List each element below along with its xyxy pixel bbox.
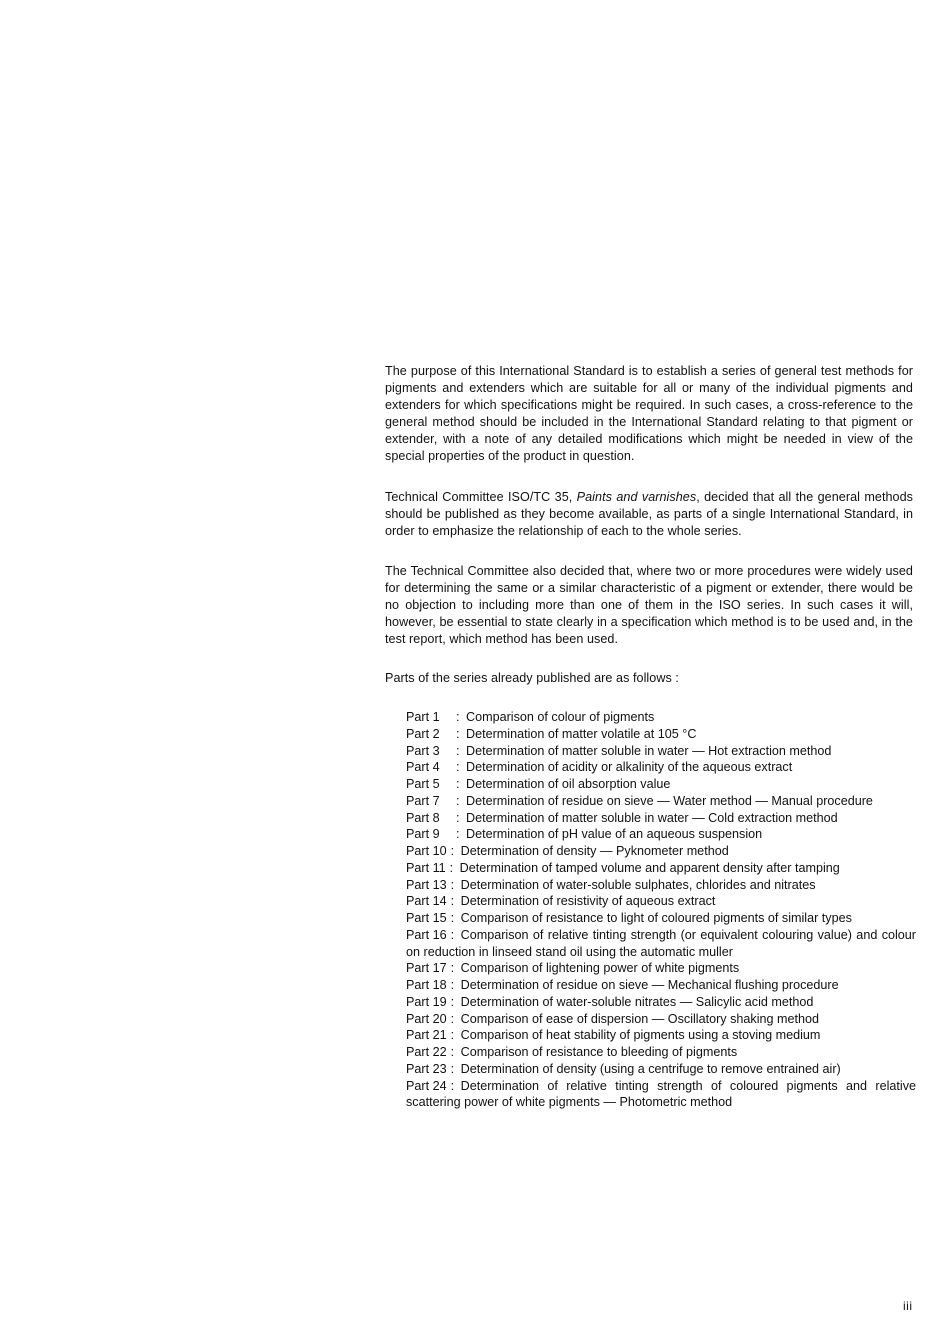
part-separator: : [456, 777, 460, 791]
part-item [406, 743, 916, 760]
part-separator: : [450, 1078, 455, 1093]
part-separator: : [456, 743, 460, 758]
part-separator: : [456, 726, 460, 741]
part-label: Part 24 [406, 1078, 447, 1093]
committee-paragraph [385, 489, 913, 540]
part-separator: : [456, 827, 460, 842]
part-separator: : [450, 1028, 455, 1043]
part-separator: : [450, 927, 455, 942]
part-title: Determination of relative tinting strength of coloured pigments and relative scattering power of white pigments — Photometric method [406, 1078, 916, 1110]
part-title: Comparison of resistance to light of coloured pigments of similar types [460, 911, 852, 925]
part-separator: : [456, 793, 460, 808]
part-item [406, 826, 916, 843]
procedures-paragraph: The Technical Committee also decided that, where two or more procedures were widely used for determining the same or a similar characteristic of a pigment or extender, there would be no objection to including more than one of them in the ISO series. In such cases it will, however, be essential to state clearly in a specification which method is to be used and, in the test report, which method has been used. [385, 564, 913, 646]
part-item [406, 709, 916, 726]
part-title: Determination of oil absorption value [466, 777, 671, 791]
part-title: Determination of matter volatile at 105 °C [466, 726, 697, 741]
part-label: Part 17 [406, 961, 447, 976]
part-separator: : [456, 710, 460, 724]
part-item [406, 877, 916, 894]
part-label: Part 22 [406, 1045, 447, 1059]
part-label: Part 9 [406, 827, 440, 842]
part-label: Part 20 [406, 1011, 447, 1026]
part-label: Part 11 [406, 860, 446, 875]
part-label: Part 13 [406, 877, 447, 892]
part-title: Comparison of relative tinting strength (or equivalent colouring value) and colour on reduction in linseed stand oil using the automatic muller [406, 927, 916, 959]
part-separator: : [450, 994, 455, 1009]
part-title: Determination of residue on sieve — Mechanical flushing procedure [460, 978, 839, 992]
part-title: Determination of tamped volume and apparent density after tamping [459, 860, 840, 875]
foreword-body [385, 363, 916, 1111]
part-separator: : [449, 860, 454, 875]
part-label: Part 14 [406, 894, 447, 909]
part-item [406, 994, 916, 1011]
part-label: Part 7 [406, 793, 440, 808]
part-title: Comparison of lightening power of white pigments [460, 961, 740, 976]
parts-intro: Parts of the series already published are as follows : [385, 671, 679, 685]
part-label: Part 4 [406, 760, 440, 775]
committee-text-end: , decided that all the general methods should be published as they become available, as parts of a single International Standard, in order to emphasize the relationship of each to the whole series. [385, 490, 913, 538]
part-label: Part 18 [406, 978, 447, 992]
part-separator: : [456, 810, 460, 825]
part-item [406, 843, 916, 860]
committee-name-italic: Paints and varnishes [576, 490, 697, 504]
part-item [406, 960, 916, 977]
part-item [406, 1044, 916, 1061]
part-title: Determination of water-soluble nitrates — Salicylic acid method [460, 994, 814, 1009]
part-separator: : [450, 877, 455, 892]
part-item [406, 810, 916, 827]
part-item [406, 1027, 916, 1044]
part-title: Determination of pH value of an aqueous suspension [466, 827, 763, 842]
part-separator: : [450, 1061, 455, 1076]
part-item [406, 927, 916, 961]
part-title: Comparison of resistance to bleeding of pigments [460, 1045, 738, 1059]
part-title: Determination of water-soluble sulphates, chlorides and nitrates [460, 877, 816, 892]
part-title: Determination of resistivity of aqueous extract [460, 894, 716, 909]
part-item [406, 1011, 916, 1028]
part-title: Determination of matter soluble in water — Cold extraction method [466, 810, 838, 825]
part-label: Part 2 [406, 726, 440, 741]
part-label: Part 5 [406, 777, 440, 791]
part-separator: : [450, 1045, 455, 1059]
part-separator: : [450, 961, 455, 976]
part-title: Comparison of ease of dispersion — Oscillatory shaking method [460, 1011, 820, 1026]
part-title: Determination of density — Pyknometer method [460, 844, 729, 858]
part-label: Part 1 [406, 710, 440, 724]
part-title: Determination of residue on sieve — Water method — Manual procedure [466, 793, 873, 808]
part-label: Part 8 [406, 810, 440, 825]
part-title: Comparison of colour of pigments [466, 710, 655, 724]
part-separator: : [450, 978, 455, 992]
part-item [406, 860, 916, 877]
part-label: Part 10 [406, 844, 447, 858]
part-separator: : [450, 1011, 455, 1026]
part-title: Determination of density (using a centrifuge to remove entrained air) [460, 1061, 841, 1076]
part-separator: : [450, 844, 455, 858]
part-title: Determination of acidity or alkalinity of the aqueous extract [466, 760, 793, 775]
part-item [406, 910, 916, 927]
part-item [406, 726, 916, 743]
purpose-paragraph: The purpose of this International Standard is to establish a series of general test methods for pigments and extenders which are suitable for all or many of the individual pigments and extenders for which specifications might be required. In such cases, a cross-reference to the general method should be included in the International Standard relating to that pigment or extender, with a note of any detailed modifications which might be needed in view of the special properties of the product in question. [385, 364, 913, 463]
part-title: Determination of matter soluble in water — Hot extraction method [466, 743, 832, 758]
committee-text-start: Technical Committee ISO/TC 35, [385, 490, 577, 504]
part-label: Part 23 [406, 1061, 447, 1076]
part-label: Part 3 [406, 743, 440, 758]
part-item [406, 776, 916, 793]
part-item [406, 893, 916, 910]
part-item [406, 1061, 916, 1078]
part-separator: : [456, 760, 460, 775]
part-item [406, 793, 916, 810]
part-label: Part 16 [406, 927, 447, 942]
page-number: iii [903, 1299, 913, 1313]
parts-list [406, 709, 916, 1111]
part-item [406, 759, 916, 776]
part-label: Part 21 [406, 1028, 447, 1043]
part-separator: : [450, 911, 455, 925]
part-item [406, 977, 916, 994]
part-title: Comparison of heat stability of pigments using a stoving medium [460, 1028, 821, 1043]
part-separator: : [450, 894, 455, 909]
part-label: Part 15 [406, 911, 447, 925]
part-label: Part 19 [406, 994, 447, 1009]
part-item [406, 1078, 916, 1112]
